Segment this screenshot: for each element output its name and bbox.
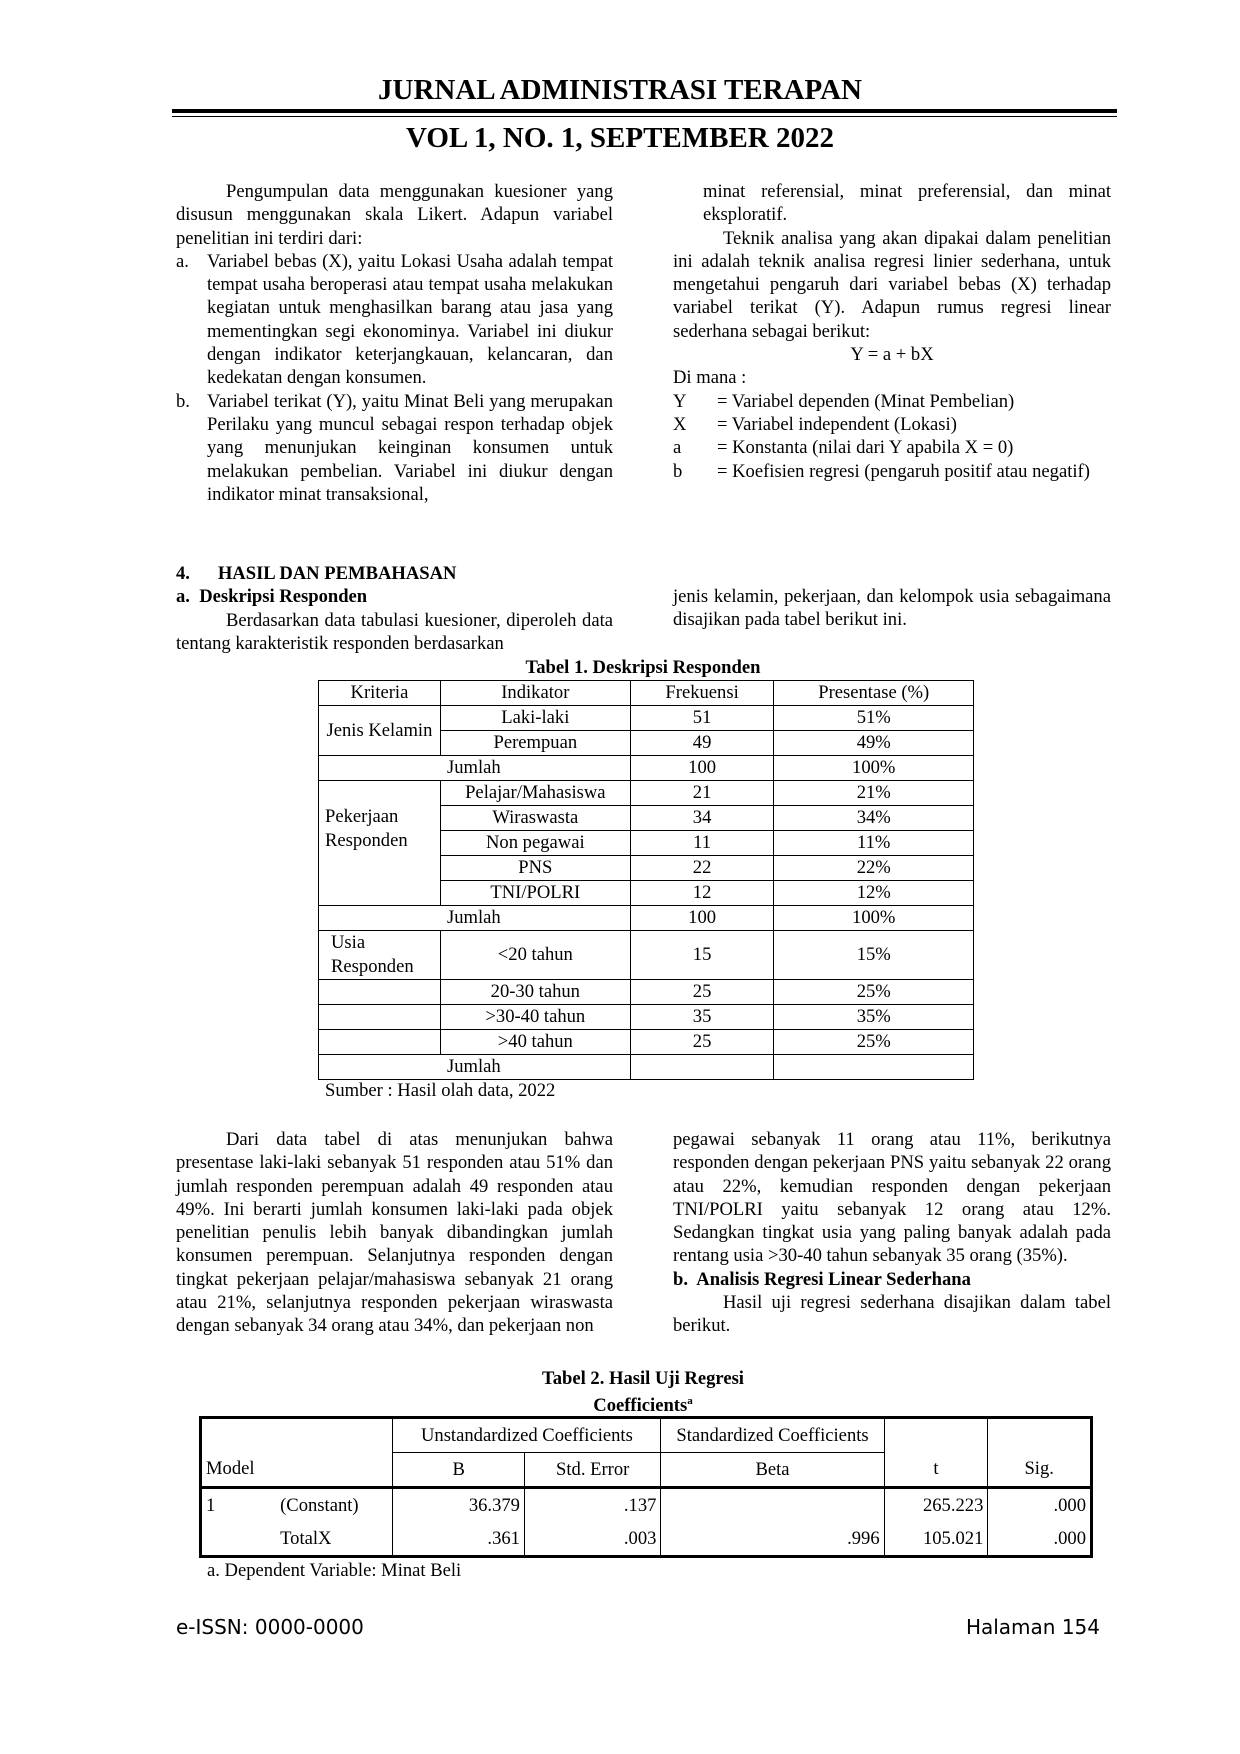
header-cell: Frekuensi (630, 681, 774, 706)
coefficients-title: Coefficients (593, 1395, 688, 1417)
table-cell: 25% (774, 1030, 974, 1055)
paragraph-continuation: minat referensial, minat preferensial, dan minat eksploratif. (703, 181, 1111, 226)
section-4-right (673, 585, 1111, 632)
footer-issn: e-ISSN: 0000-0000 (176, 1615, 364, 1639)
predictor-name: TotalX (276, 1522, 393, 1557)
where-label: Di mana : (673, 367, 747, 389)
definition-text: = Koefisien regresi (pengaruh positif atau negatif) (717, 460, 1090, 482)
subsection-heading-b: b. Analisis Regresi Linear Sederhana (673, 1268, 971, 1290)
unstandardized-header: Unstandardized Coefficients (393, 1418, 661, 1453)
table-row (319, 706, 974, 731)
table-cell: 35 (630, 1005, 774, 1030)
section-heading: 4. HASIL DAN PEMBAHASAN (176, 563, 457, 584)
table-cell: 100% (774, 756, 974, 781)
table-cell: 25 (630, 980, 774, 1005)
table-cell: 100 (630, 756, 774, 781)
empty-cell (319, 1030, 441, 1055)
table-cell: 25% (774, 980, 974, 1005)
table-row (319, 980, 974, 1005)
header-rule-thick (172, 109, 1117, 113)
table-row (201, 1488, 1092, 1523)
table-cell: .137 (524, 1488, 660, 1523)
table2-header-row (201, 1453, 1092, 1488)
standardized-header: Standardized Coefficients (661, 1418, 884, 1453)
table-cell: Wiraswasta (440, 806, 630, 831)
regression-formula: Y = a + bX (850, 344, 934, 366)
list-item-variable-x (176, 250, 613, 390)
discussion-right (673, 1128, 1111, 1338)
table-cell: .996 (661, 1522, 884, 1557)
definition-b (673, 460, 1111, 483)
empty-cell (988, 1418, 1092, 1453)
header-rule-thin (172, 116, 1117, 117)
table-cell: 265.223 (884, 1488, 988, 1523)
list-text: Variabel bebas (X), yaitu Lokasi Usaha adalah tempat tempat usaha beroperasi atau tempat usaha melakukan kegiatan untuk menghasilkan barang atau jasa yang mementingkan segi ekonominya. Variabel ini diukur dengan indikator keterjangkauan, kelancaran, dan kedekatan dengan konsumen. (207, 250, 613, 389)
list-item-variable-y (176, 390, 613, 506)
list-label: a. (176, 250, 189, 272)
model-header: Model (201, 1453, 393, 1488)
table-cell: 49% (774, 731, 974, 756)
empty-cell (774, 1055, 974, 1080)
table-cell: 36.379 (393, 1488, 525, 1523)
table2-caption: Tabel 2. Hasil Uji Regresi (542, 1368, 744, 1389)
table-cell: Perempuan (440, 731, 630, 756)
empty-cell (630, 1055, 774, 1080)
paragraph-analysis-technique: Teknik analisa yang akan dipakai dalam penelitian ini adalah teknik analisa regresi linier sederhana, untuk mengetahui pengaruh dari variabel bebas (X) terhadap variabel terikat (Y). Adapun rumus regresi linear sederhana sebagai berikut: (673, 227, 1111, 342)
footnote-marker: a (687, 1395, 693, 1407)
definition-symbol: Y (673, 390, 687, 412)
table-cell: 22% (774, 856, 974, 881)
table-cell: .000 (1053, 1527, 1086, 1549)
table-row-total (319, 906, 974, 931)
table-cell: .003 (524, 1522, 660, 1557)
definition-a (673, 436, 1111, 459)
subsection-heading-a: a. Deskripsi Responden (176, 586, 368, 608)
criteria-cell: Jenis Kelamin (319, 706, 441, 756)
table-cell: 12 (630, 881, 774, 906)
table-cell: 11 (630, 831, 774, 856)
table-cell: 15 (630, 931, 774, 980)
table-row (201, 1522, 1092, 1557)
table-cell: 21 (630, 781, 774, 806)
paragraph-discussion: Dari data tabel di atas menunjukan bahwa presentase laki-laki sebanyak 51 responden atau 51% dan jumlah responden perempuan adalah 49 responden atau 49%. Ini berarti jumlah konsumen laki-laki pada objek penelitian penulis lebih banyak dibandingkan jumlah konsumen perempuan. Selanjutnya responden dengan tingkat pekerjaan pelajar/mahasiswa sebanyak 21 orang atau 21%, selanjutnya responden pekerjaan wiraswasta dengan sebanyak 34 orang atau 34%, dan pekerjaan non (176, 1129, 613, 1337)
table-cell: Non pegawai (440, 831, 630, 856)
model-number: 1 (206, 1494, 216, 1516)
empty-cell (319, 1005, 441, 1030)
criteria-cell: Usia Responden (319, 931, 441, 980)
table-cell: 34% (774, 806, 974, 831)
paragraph-regression-intro: Hasil uji regresi sederhana disajikan dalam tabel berikut. (673, 1292, 1111, 1337)
table-row (319, 1030, 974, 1055)
definition-symbol: X (673, 413, 687, 435)
table-cell: TNI/POLRI (440, 881, 630, 906)
paragraph-discussion-cont: pegawai sebanyak 11 orang atau 11%, berikutnya responden dengan pekerjaan PNS yaitu sebanyak 22 orang atau 22%, kemudian responden dengan pekerjaan TNI/POLRI yaitu sebanyak 12 orang atau 12%. Sedangkan tingkat usia yang paling banyak adalah pada rentang usia >30-40 tahun sebanyak 35 orang (35%). (673, 1129, 1111, 1267)
header-cell: Kriteria (319, 681, 441, 706)
table-cell: .361 (393, 1522, 525, 1557)
journal-title: JURNAL ADMINISTRASI TERAPAN (378, 74, 862, 106)
definition-text: = Variabel independent (Lokasi) (717, 413, 957, 435)
paragraph-respondent-intro-cont: jenis kelamin, pekerjaan, dan kelompok usia sebagaimana disajikan pada tabel berikut ini. (673, 586, 1111, 631)
table-row (319, 781, 974, 806)
section-4 (176, 562, 613, 655)
table1-source: Sumber : Hasil olah data, 2022 (325, 1080, 556, 1101)
criteria-cell: Pekerjaan Responden (319, 781, 441, 906)
table-cell: .000 (1053, 1494, 1086, 1516)
table-cell: 49 (630, 731, 774, 756)
std-error-header: Std. Error (524, 1453, 660, 1488)
list-label: b. (176, 390, 190, 412)
definition-y (673, 390, 1111, 413)
predictor-name: (Constant) (276, 1488, 393, 1523)
table-row (319, 931, 974, 980)
definition-symbol: b (673, 460, 683, 482)
table1-caption: Tabel 1. Deskripsi Responden (525, 657, 761, 678)
model-number (201, 1522, 277, 1557)
b-header: B (393, 1453, 525, 1488)
table2-group-header-row (201, 1418, 1092, 1453)
table-cell: 35% (774, 1005, 974, 1030)
table-cell: >40 tahun (440, 1030, 630, 1055)
table-respondent-description (318, 680, 974, 1080)
header-cell: Presentase (%) (774, 681, 974, 706)
total-label: Jumlah (319, 1055, 631, 1080)
table-cell: Laki-laki (440, 706, 630, 731)
table2-subcaption (0, 1395, 1240, 1417)
table-cell: 100% (774, 906, 974, 931)
empty-cell (201, 1418, 393, 1453)
table-cell: 15% (774, 931, 974, 980)
table-row-total (319, 1055, 974, 1080)
table-header-row (319, 681, 974, 706)
footer-page-number: Halaman 154 (965, 1615, 1100, 1639)
table-cell: 34 (630, 806, 774, 831)
table-cell: <20 tahun (440, 931, 630, 980)
sig-header: Sig. (1024, 1458, 1054, 1480)
paragraph-data-collection: Pengumpulan data menggunakan kuesioner yang disusun menggunakan skala Likert. Adapun variabel penelitian ini terdiri dari: (176, 181, 613, 249)
definition-x (673, 413, 1111, 436)
table-cell: 25 (630, 1030, 774, 1055)
definition-symbol: a (673, 437, 682, 459)
definition-text: = Konstanta (nilai dari Y apabila X = 0) (717, 437, 1014, 459)
list-text: Variabel terikat (Y), yaitu Minat Beli yang merupakan Perilaku yang muncul sebagai respon terhadap objek yang menunjukan keinginan konsumen untuk melakukan pembelian. Variabel ini diukur dengan indikator minat transaksional, (207, 390, 613, 505)
table-cell: 100 (630, 906, 774, 931)
volume-title: VOL 1, NO. 1, SEPTEMBER 2022 (405, 122, 835, 154)
table-row (319, 1005, 974, 1030)
empty-cell (319, 980, 441, 1005)
table-cell: >30-40 tahun (440, 1005, 630, 1030)
table-cell: 20-30 tahun (440, 980, 630, 1005)
table-cell: 105.021 (884, 1522, 988, 1557)
t-header: t (884, 1453, 988, 1488)
table-cell: 21% (774, 781, 974, 806)
table-regression-coefficients (199, 1416, 1093, 1558)
table-row-total (319, 756, 974, 781)
paragraph-respondent-intro: Berdasarkan data tabulasi kuesioner, diperoleh data tentang karakteristik responden berdasarkan (176, 609, 613, 654)
table-cell: Pelajar/Mahasiswa (440, 781, 630, 806)
table-cell (661, 1488, 884, 1523)
definition-text: = Variabel dependen (Minat Pembelian) (717, 390, 1015, 412)
discussion-left (176, 1128, 613, 1338)
table-cell: 51 (630, 706, 774, 731)
left-column-top (176, 180, 613, 506)
empty-cell (884, 1418, 988, 1453)
header-cell: Indikator (440, 681, 630, 706)
table2-note: a. Dependent Variable: Minat Beli (207, 1560, 462, 1581)
beta-header: Beta (661, 1453, 884, 1488)
total-label: Jumlah (319, 756, 631, 781)
table-cell: 11% (774, 831, 974, 856)
total-label: Jumlah (319, 906, 631, 931)
table-cell: PNS (440, 856, 630, 881)
table-cell: 51% (774, 706, 974, 731)
table-cell: 22 (630, 856, 774, 881)
table-cell: 12% (774, 881, 974, 906)
right-column-top (673, 180, 1111, 483)
